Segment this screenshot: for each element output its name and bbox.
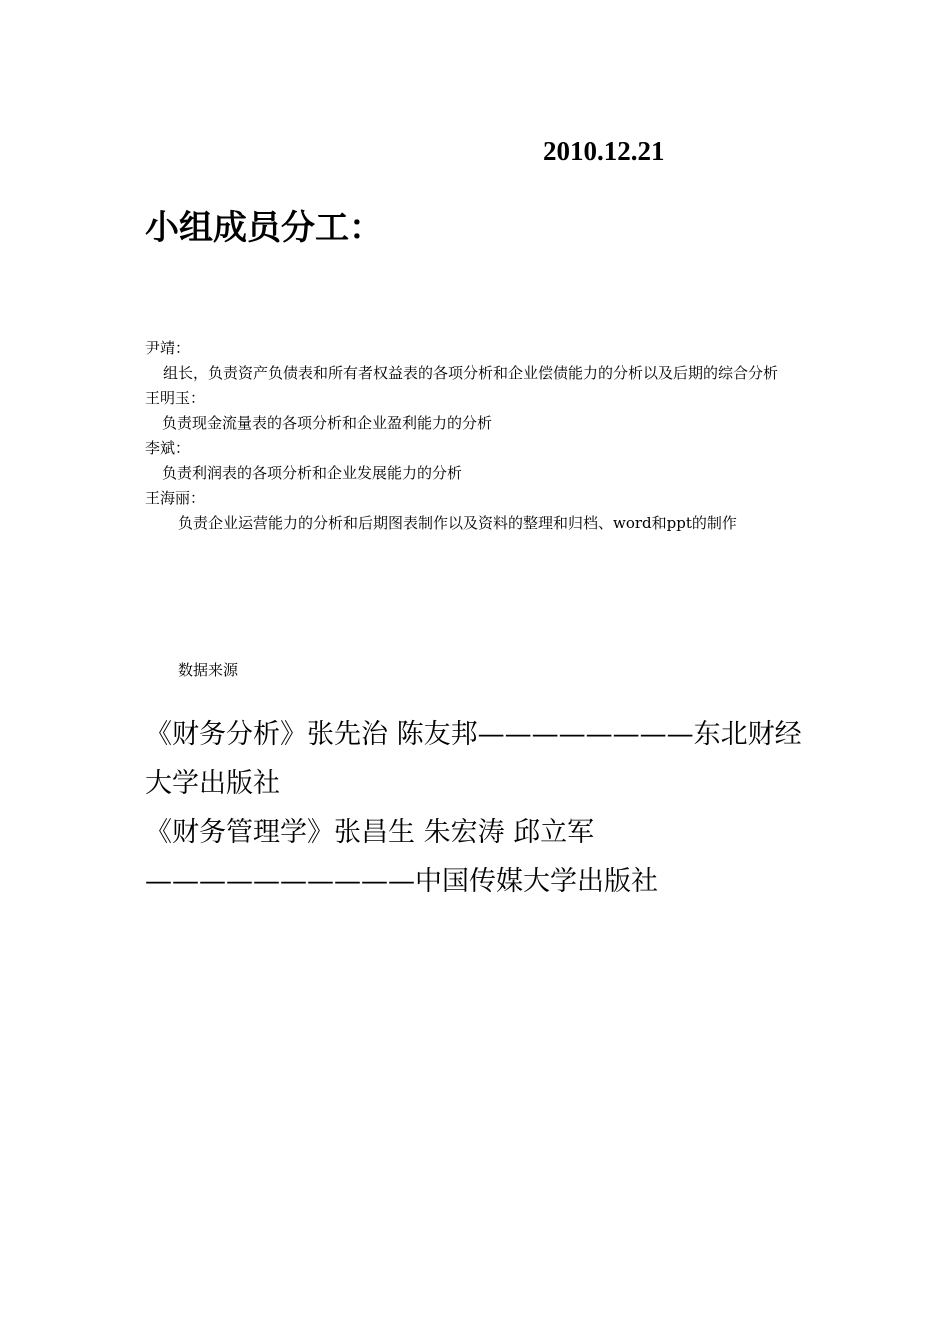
data-source-label: 数据来源	[178, 661, 239, 679]
member-list	[145, 336, 815, 536]
reference-item: 《财务管理学》张昌生 朱宏涛 邱立军——————————中国传媒大学出版社	[145, 817, 658, 897]
section-title: 小组成员分工：	[145, 208, 383, 248]
member-duty: 组长，负责资产负债表和所有者权益表的各项分析和企业偿债能力的分析以及后期的综合分析	[163, 364, 779, 382]
document-date: 2010.12.21	[543, 136, 665, 166]
member-duty: 负责现金流量表的各项分析和企业盈利能力的分析	[162, 414, 493, 432]
member-name: 王海丽：	[145, 489, 206, 507]
reference-item: 《财务分析》张先治 陈友邦————————东北财经大学出版社	[145, 719, 802, 799]
member-name: 李斌：	[145, 439, 191, 457]
member-name: 王明玉：	[145, 389, 206, 407]
member-name: 尹靖：	[145, 339, 191, 357]
member-duty: 负责企业运营能力的分析和后期图表制作以及资料的整理和归档、word和ppt的制作	[178, 514, 737, 532]
reference-list	[145, 710, 810, 906]
member-duty: 负责利润表的各项分析和企业发展能力的分析	[162, 464, 463, 482]
